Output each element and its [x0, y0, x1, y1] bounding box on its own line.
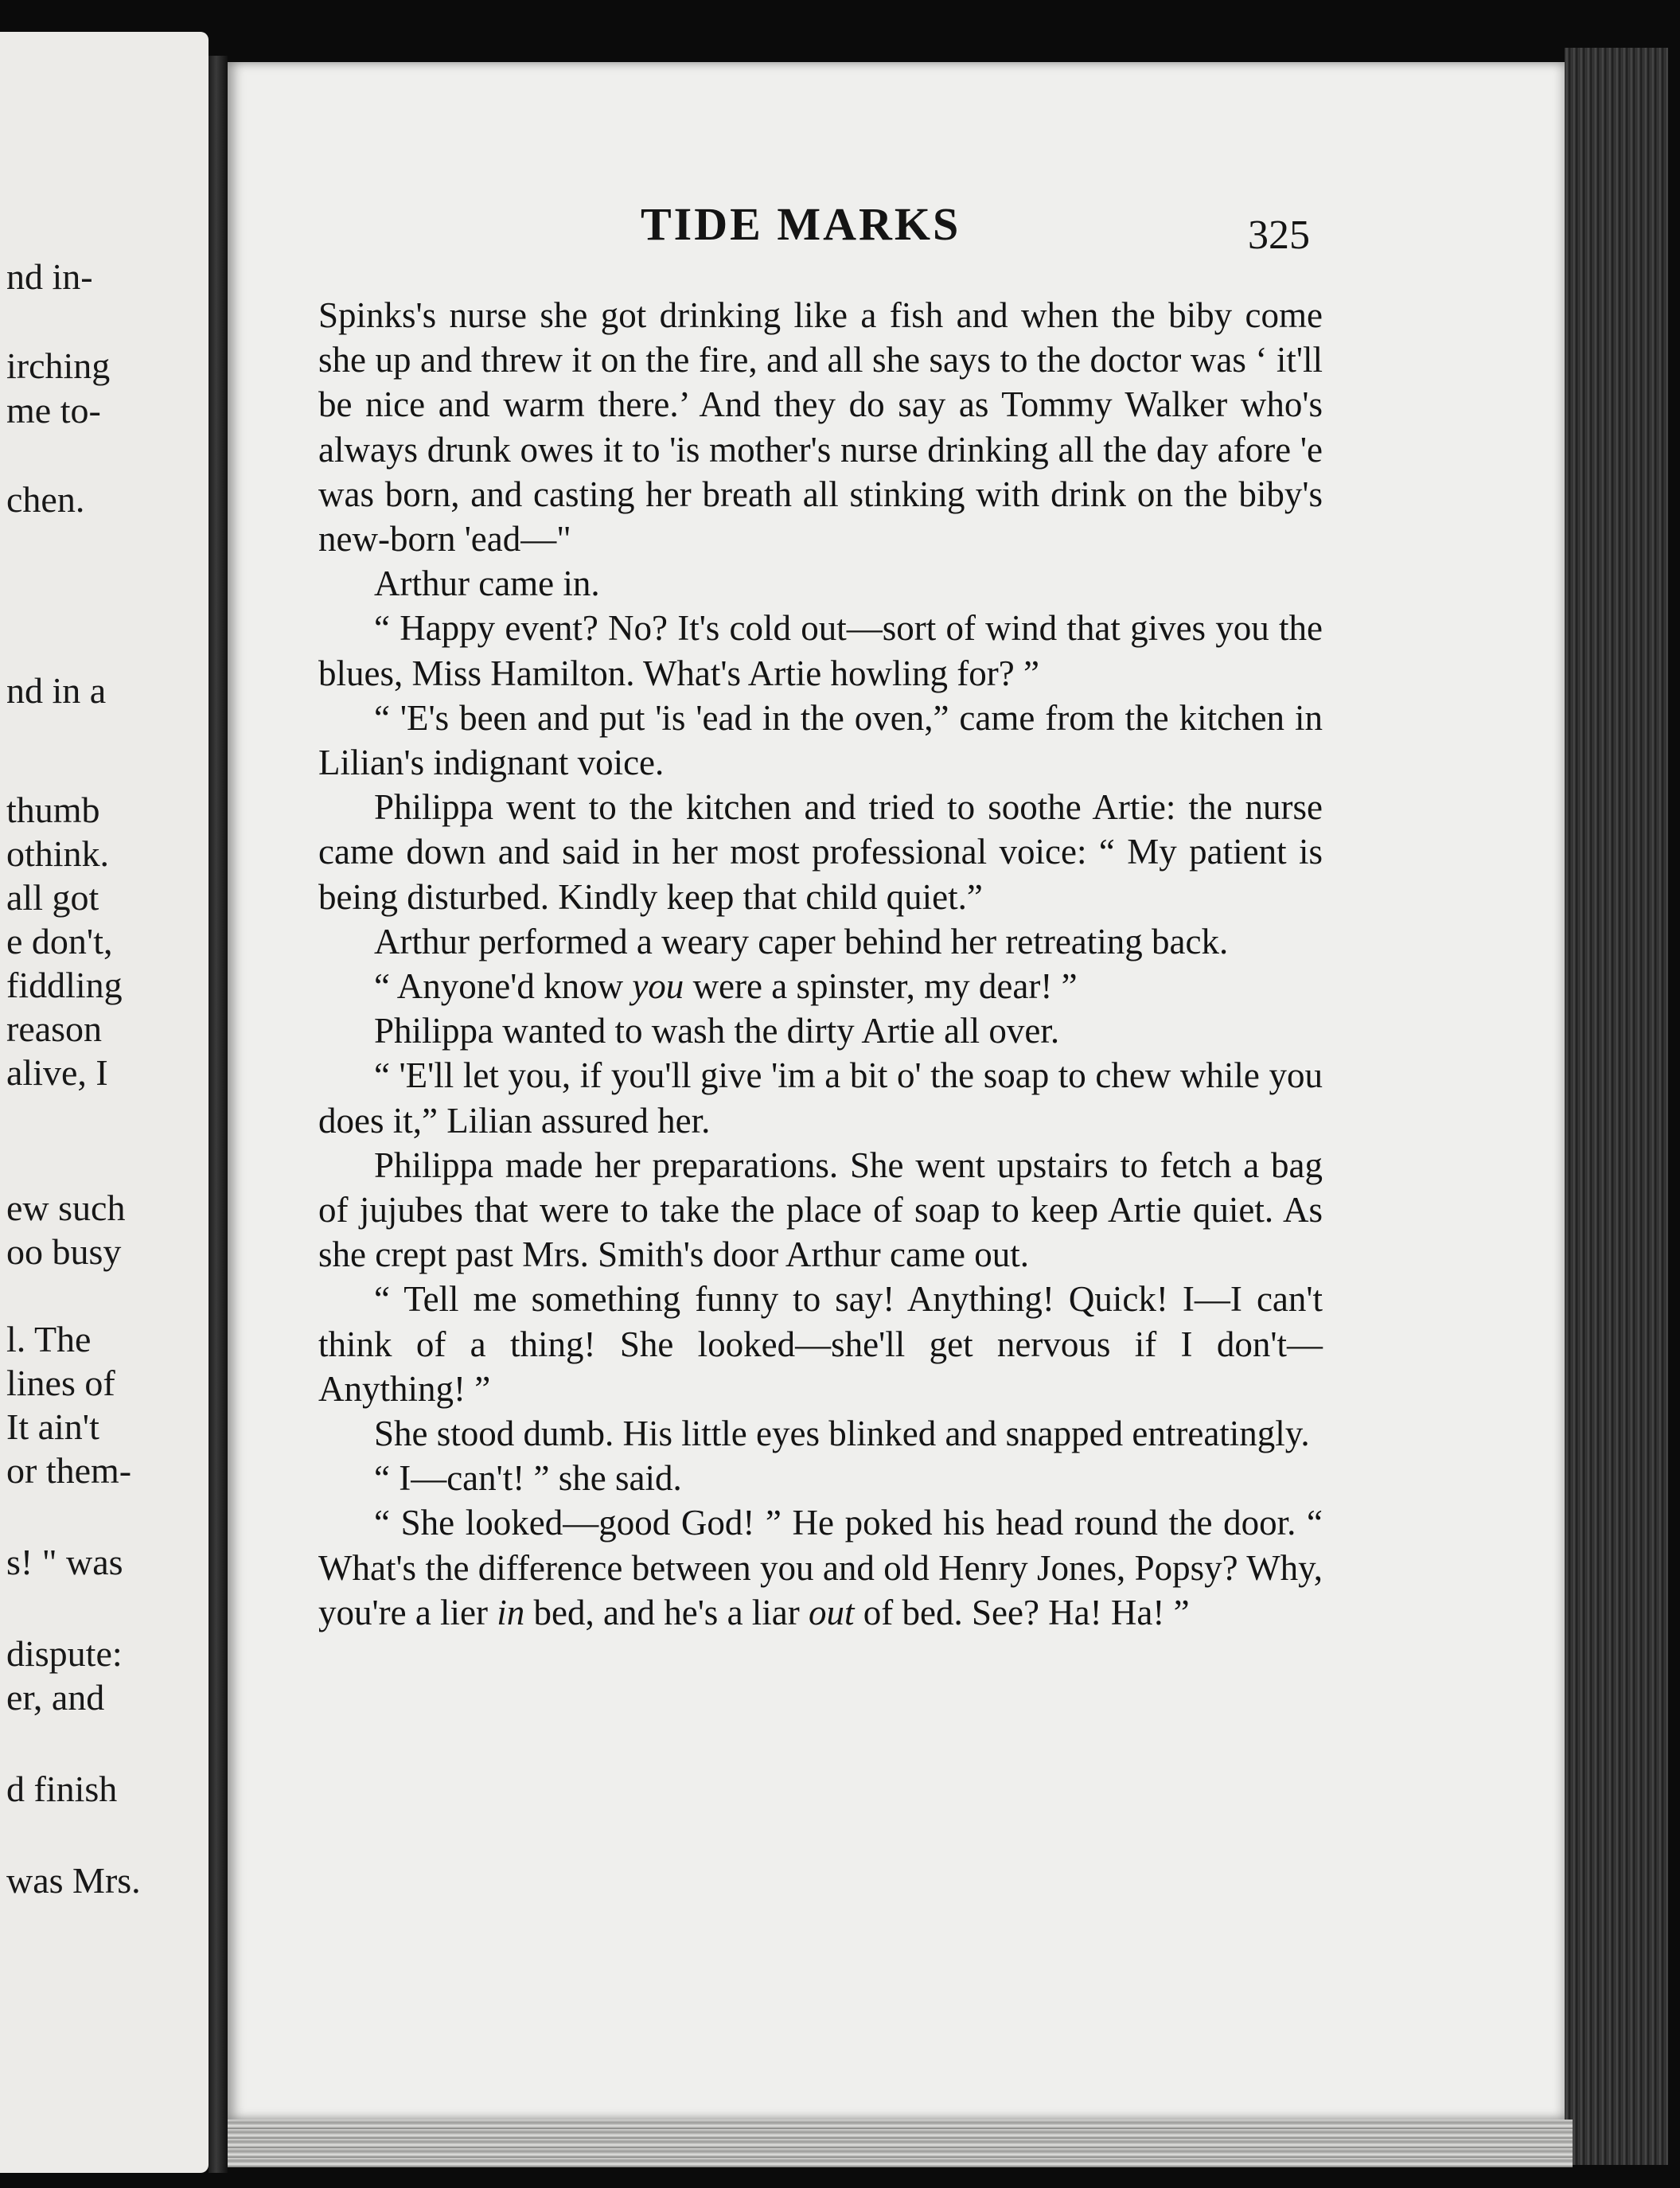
paragraph	[318, 919, 1323, 964]
text-run: Spinks's nurse she got drinking like a fish and when the biby come she up and threw it on the fire, and all she says to the doctor was ‘ it'll be nice and warm there.’ And they do say as Tommy Walker who's always drunk owes it to 'is mother's nurse drinking all the day afore 'e was born, and casting her breath all stinking with drink on the biby's new-born 'ead—"	[318, 295, 1323, 560]
paragraph	[318, 1411, 1323, 1456]
text-run: Philippa wanted to wash the dirty Artie all over.	[374, 1011, 1060, 1051]
text-run: “ I—can't! ” she said.	[374, 1458, 682, 1499]
facing-page-line: reason	[6, 1008, 103, 1049]
text-run: “ Anyone'd know	[374, 966, 633, 1007]
facing-page-line: or them-	[6, 1450, 132, 1491]
text-run: She stood dumb. His little eyes blinked and snapped entreatingly.	[374, 1414, 1310, 1454]
facing-page-line: was Mrs.	[6, 1860, 141, 1901]
paragraph	[318, 293, 1323, 561]
text-run: “ 'E'll let you, if you'll give 'im a bit o' the soap to chew while you does it,” Lilian assured her.	[318, 1055, 1323, 1141]
facing-page-line: fiddling	[6, 965, 123, 1005]
facing-page-line: othink.	[6, 833, 110, 874]
facing-page-line: nd in a	[6, 670, 107, 711]
paragraph	[318, 561, 1323, 606]
text-run: “ She looked—good God! ” He poked his head round the door. “ What's the difference between you and old Henry Jones, Popsy? Why, you're a lier	[318, 1503, 1323, 1632]
facing-page-line: alive, I	[6, 1052, 108, 1093]
facing-page-line: me to-	[6, 390, 101, 431]
running-head: TIDE MARKS	[641, 198, 961, 250]
book-gutter	[209, 56, 228, 2173]
text-run: bed, and he's a liar	[524, 1592, 809, 1632]
facing-page-line: dispute:	[6, 1633, 123, 1674]
paragraph	[318, 1053, 1323, 1142]
page-edges-right	[1565, 48, 1668, 2165]
text-run: Arthur came in.	[374, 564, 600, 604]
text-run: Philippa went to the kitchen and tried to soothe Artie: the nurse came down and said in her most professional voice: “ My patient is being disturbed. Kindly keep that child quiet.”	[318, 787, 1323, 917]
facing-page-line: It ain't	[6, 1406, 99, 1447]
facing-page-line: e don't,	[6, 921, 113, 961]
page-edges-bottom	[228, 2120, 1573, 2167]
paragraph	[318, 1500, 1323, 1635]
facing-page-line: all got	[6, 877, 99, 918]
text-run: were a spinster, my dear! ”	[684, 966, 1078, 1007]
paragraph	[318, 606, 1323, 695]
page-number: 325	[1248, 213, 1310, 258]
italic-text: you	[632, 966, 684, 1007]
facing-page-line: d finish	[6, 1769, 118, 1809]
text-run: Philippa made her preparations. She went upstairs to fetch a bag of jujubes that were to take the place of soap to keep Artie quiet. As she crept past Mrs. Smith's door Arthur came out.	[318, 1145, 1323, 1275]
facing-page-line: s! " was	[6, 1542, 123, 1582]
paragraph	[318, 1008, 1323, 1053]
facing-page-line: l. The	[6, 1319, 92, 1359]
facing-page-line: ew such	[6, 1188, 126, 1228]
facing-page-line: thumb	[6, 790, 100, 830]
text-run: of bed. See? Ha! Ha! ”	[854, 1592, 1190, 1632]
italic-text: in	[497, 1592, 525, 1632]
paragraph	[318, 964, 1323, 1008]
facing-page-line: nd in-	[6, 256, 93, 297]
facing-page-line: er, and	[6, 1677, 105, 1718]
facing-page-line: lines of	[6, 1363, 115, 1403]
paragraph	[318, 1456, 1323, 1500]
facing-page-left	[0, 32, 209, 2173]
text-run: “ Tell me something funny to say! Anything! Quick! I—I can't think of a thing! She looked—she'll get nervous if I don't— Anything! ”	[318, 1279, 1323, 1409]
italic-text: out	[809, 1592, 855, 1632]
paragraph	[318, 1277, 1323, 1411]
facing-page-line: oo busy	[6, 1231, 122, 1272]
text-run: “ Happy event? No? It's cold out—sort of wind that gives you the blues, Miss Hamilton. What's Artie howling for? ”	[318, 608, 1323, 693]
text-run: “ 'E's been and put 'is 'ead in the oven,” came from the kitchen in Lilian's indignant voice.	[318, 697, 1323, 783]
paragraph	[318, 1143, 1323, 1277]
paragraph	[318, 785, 1323, 919]
body-text	[318, 293, 1323, 1635]
facing-page-line: irching	[6, 345, 111, 386]
paragraph	[318, 696, 1323, 785]
text-run: Arthur performed a weary caper behind her retreating back.	[374, 921, 1229, 961]
facing-page-line: chen.	[6, 479, 85, 520]
